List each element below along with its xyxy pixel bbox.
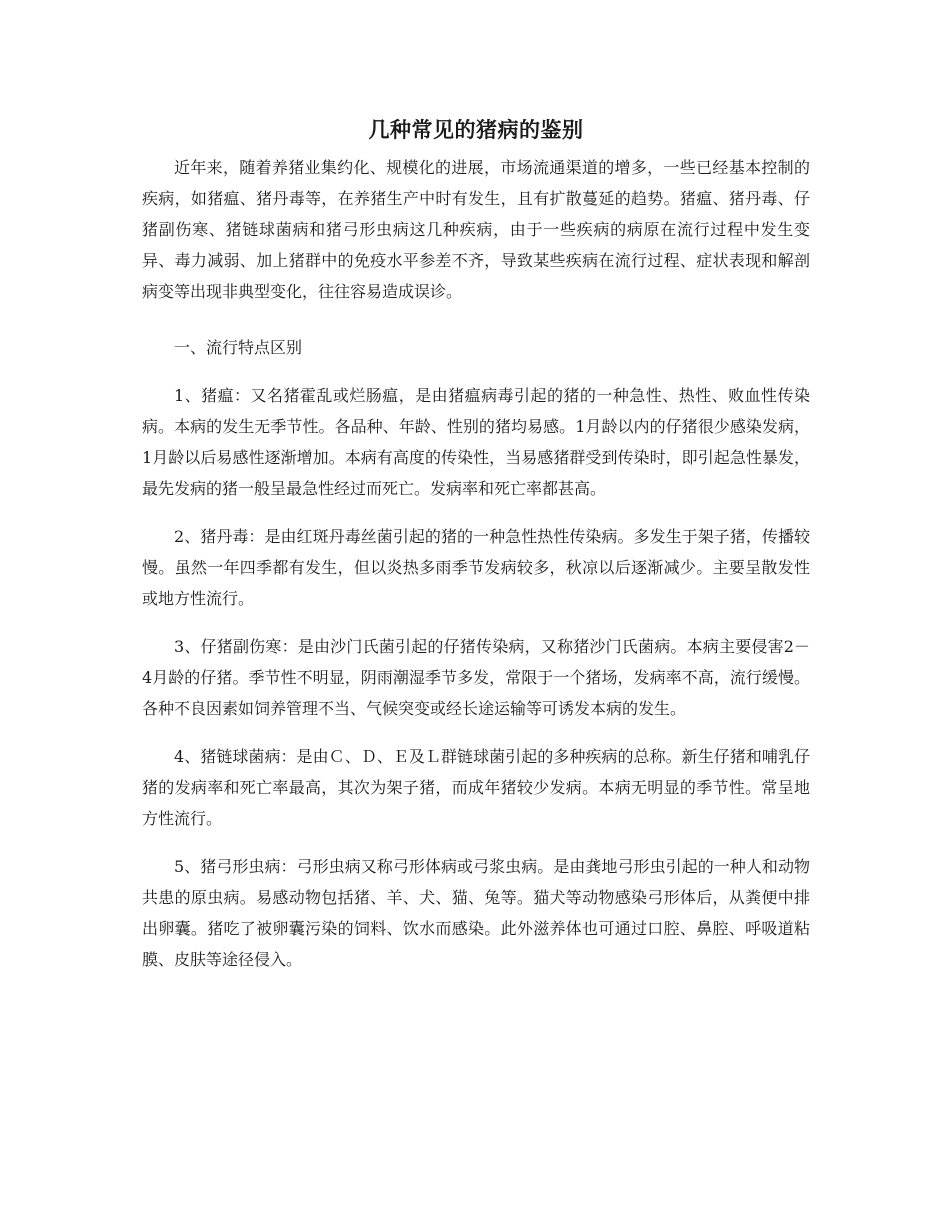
- item-paragraph-paratyphoid: 3、仔猪副伤寒：是由沙门氏菌引起的仔猪传染病，又称猪沙门氏菌病。本病主要侵害2－4月龄的仔猪。季节性不明显，阴雨潮湿季节多发，常限于一个猪场，发病率不高，流行缓慢。各种不良因素如饲养管理不当、气候突变或经长途运输等可诱发本病的发生。: [142, 637, 810, 718]
- item-paragraph-toxoplasmosis: 5、猪弓形虫病：弓形虫病又称弓形体病或弓浆虫病。是由龚地弓形虫引起的一种人和动物共患的原虫病。易感动物包括猪、羊、犬、猫、兔等。猫犬等动物感染弓形体后，从粪便中排出卵囊。猪吃了被卵囊污染的饲料、饮水而感染。此外滋养体也可通过口腔、鼻腔、呼吸道粘膜、皮肤等途径侵入。: [142, 857, 810, 969]
- item-paragraph-erysipelas: 2、猪丹毒：是由红斑丹毒丝菌引起的猪的一种急性热性传染病。多发生于架子猪，传播较慢。虽然一年四季都有发生，但以炎热多雨季节发病较多，秋凉以后逐渐减少。主要呈散发性或地方性流行。: [142, 527, 810, 608]
- document-title: 几种常见的猪病的鉴别: [368, 117, 584, 142]
- section-heading: 一、流行特点区别: [174, 338, 303, 357]
- intro-paragraph: 近年来，随着养猪业集约化、规模化的进展，市场流通渠道的增多，一些已经基本控制的疾病，如猪瘟、猪丹毒等，在养猪生产中时有发生，且有扩散蔓延的趋势。猪瘟、猪丹毒、仔猪副伤寒、猪链球菌病和猪弓形虫病这几种疾病，由于一些疾病的病原在流行过程中发生变异、毒力减弱、加上猪群中的免疫水平参差不齐，导致某些疾病在流行过程、症状表现和解剖病变等出现非典型变化，往往容易造成误诊。: [142, 158, 810, 301]
- item-paragraph-swine-fever: 1、猪瘟：又名猪霍乱或烂肠瘟，是由猪瘟病毒引起的猪的一种急性、热性、败血性传染病。本病的发生无季节性。各品种、年龄、性别的猪均易感。1月龄以内的仔猪很少感染发病，1月龄以后易感性逐渐增加。本病有高度的传染性，当易感猪群受到传染时，即引起急性暴发，最先发病的猪一般呈最急性经过而死亡。发病率和死亡率都甚高。: [142, 386, 810, 498]
- document-body: [142, 112, 810, 992]
- item-paragraph-streptococcus: 4、猪链球菌病：是由Ｃ、Ｄ、Ｅ及Ｌ群链球菌引起的多种疾病的总称。新生仔猪和哺乳仔猪的发病率和死亡率最高，其次为架子猪，而成年猪较少发病。本病无明显的季节性。常呈地方性流行。: [142, 747, 810, 828]
